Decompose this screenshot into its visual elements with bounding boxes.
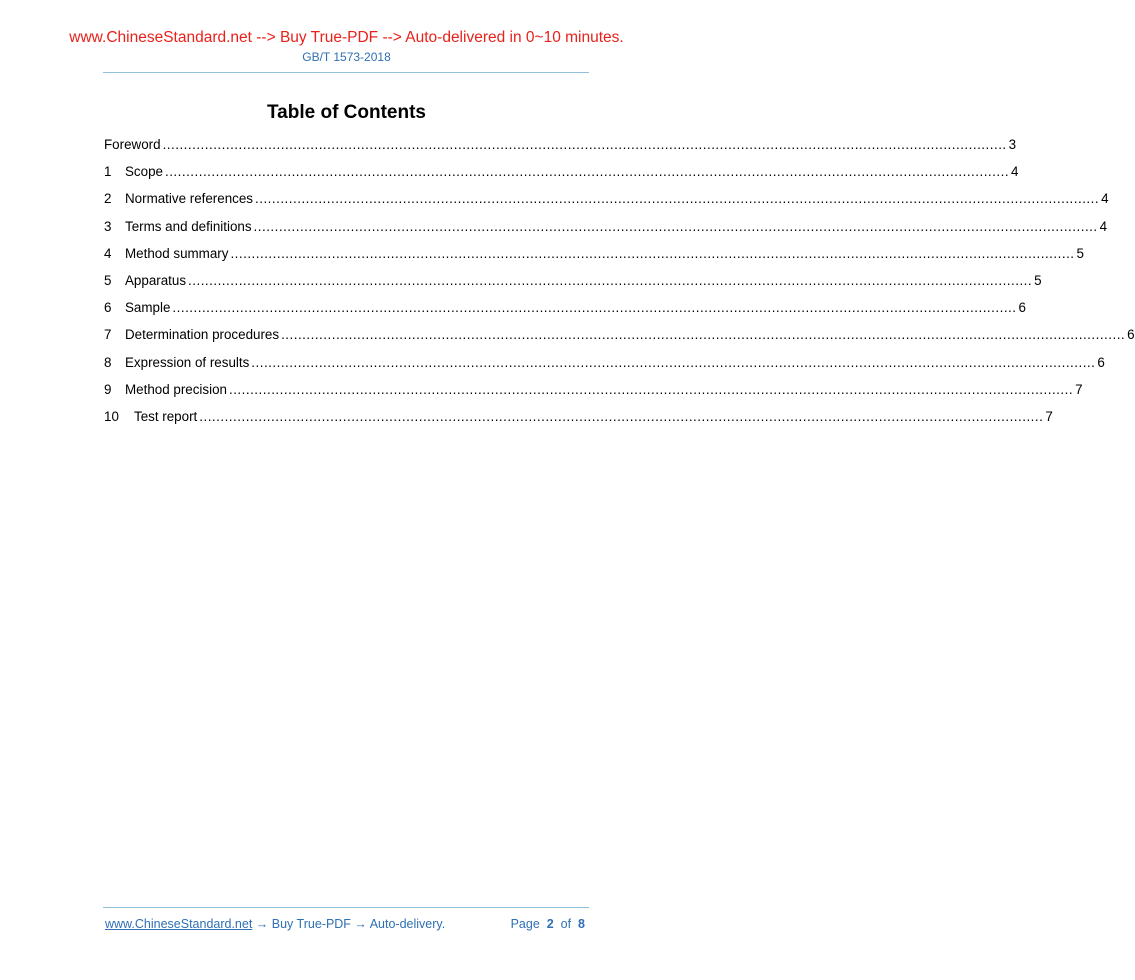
toc-leader-dots: ........................................................................................................................................................................................................ <box>255 191 1100 207</box>
header-divider <box>103 72 589 73</box>
toc-entry-label: Normative references <box>125 191 254 207</box>
toc-title: Table of Contents <box>266 102 427 123</box>
toc-entry-number: 6 <box>104 300 112 316</box>
toc-entry-method-summary[interactable] <box>104 245 1084 273</box>
toc-entry-label: Foreword <box>104 137 161 152</box>
toc-entry-foreword[interactable] <box>104 137 1017 164</box>
toc-entry-page: 6 <box>1127 327 1135 343</box>
toc-entry-method-precision[interactable] <box>104 381 1083 409</box>
toc-leader-dots: ........................................................................................................................................................................................................ <box>228 381 1074 397</box>
toc-leader-dots: ........................................................................................................................................................................................................ <box>251 354 1096 370</box>
toc-entry-page: 4 <box>1011 164 1019 180</box>
toc-leader-dots: ........................................................................................................................................................................................................ <box>253 218 1098 234</box>
toc-entry-normative-references[interactable] <box>104 191 1109 218</box>
page-total: 8 <box>578 917 585 931</box>
toc-entry-page: 6 <box>1018 300 1026 316</box>
toc-entry-number: 5 <box>104 272 112 288</box>
toc-entry-expression-of-results[interactable] <box>104 354 1105 382</box>
page-number <box>511 916 585 932</box>
footer-promo-text: → Buy True-PDF → Auto-delivery. <box>252 917 446 931</box>
toc-entry-label: Scope <box>125 164 163 180</box>
toc-leader-dots: ........................................................................................................................................................................................................ <box>281 327 1126 343</box>
toc-leader-dots: ........................................................................................................................................................................................................ <box>188 272 1033 288</box>
toc-leader-dots: ........................................................................................................................................................................................................ <box>230 245 1075 261</box>
toc-entry-label: Determination procedures <box>125 327 280 343</box>
toc-list <box>104 137 1135 436</box>
page-current: 2 <box>546 917 554 931</box>
toc-entry-page: 4 <box>1101 191 1109 207</box>
toc-leader-dots: ........................................................................................................................................................................................................ <box>162 137 1007 152</box>
footer-promo <box>105 916 445 932</box>
toc-entry-number: 2 <box>104 191 112 207</box>
toc-entry-number: 7 <box>104 327 112 343</box>
footer-divider <box>103 907 589 908</box>
toc-entry-sample[interactable] <box>104 300 1026 327</box>
toc-entry-number: 3 <box>104 218 112 234</box>
toc-entry-scope[interactable] <box>104 164 1019 191</box>
toc-entry-page: 7 <box>1075 381 1083 397</box>
toc-entry-terms-and-definitions[interactable] <box>104 218 1108 246</box>
page-footer <box>105 916 585 934</box>
toc-entry-page: 7 <box>1045 408 1053 424</box>
site-banner: www.ChineseStandard.net --> Buy True-PDF --> Auto-delivered in 0~10 minutes. <box>69 29 624 46</box>
page-label: Page <box>510 917 540 931</box>
toc-leader-dots: ........................................................................................................................................................................................................ <box>172 300 1017 316</box>
toc-leader-dots: ........................................................................................................................................................................................................ <box>199 408 1044 424</box>
toc-entry-page: 3 <box>1008 137 1017 152</box>
toc-entry-determination-procedures[interactable] <box>104 327 1135 354</box>
toc-entry-label: Apparatus <box>125 272 187 288</box>
page-of-label: of <box>560 917 572 931</box>
toc-entry-page: 5 <box>1076 245 1084 261</box>
toc-entry-number: 9 <box>104 381 112 397</box>
toc-leader-dots: ........................................................................................................................................................................................................ <box>164 164 1010 180</box>
toc-entry-number: 4 <box>104 245 112 261</box>
toc-entry-page: 6 <box>1097 354 1105 370</box>
toc-entry-label: Expression of results <box>125 354 250 370</box>
toc-entry-page: 5 <box>1034 272 1042 288</box>
toc-entry-label: Method summary <box>125 245 229 261</box>
toc-entry-number: 1 <box>104 164 112 180</box>
toc-entry-test-report[interactable] <box>104 408 1053 436</box>
toc-entry-label: Method precision <box>125 381 227 397</box>
toc-entry-number: 10 <box>104 408 119 424</box>
toc-entry-apparatus[interactable] <box>104 272 1042 300</box>
document-code: GB/T 1573-2018 <box>302 50 391 64</box>
toc-entry-page: 4 <box>1099 218 1108 234</box>
toc-entry-number: 8 <box>104 354 112 370</box>
toc-entry-label: Terms and definitions <box>125 218 252 234</box>
toc-entry-label: Sample <box>125 300 171 316</box>
toc-entry-label: Test report <box>134 408 198 424</box>
footer-site-link[interactable]: www.ChineseStandard.net <box>105 917 253 931</box>
